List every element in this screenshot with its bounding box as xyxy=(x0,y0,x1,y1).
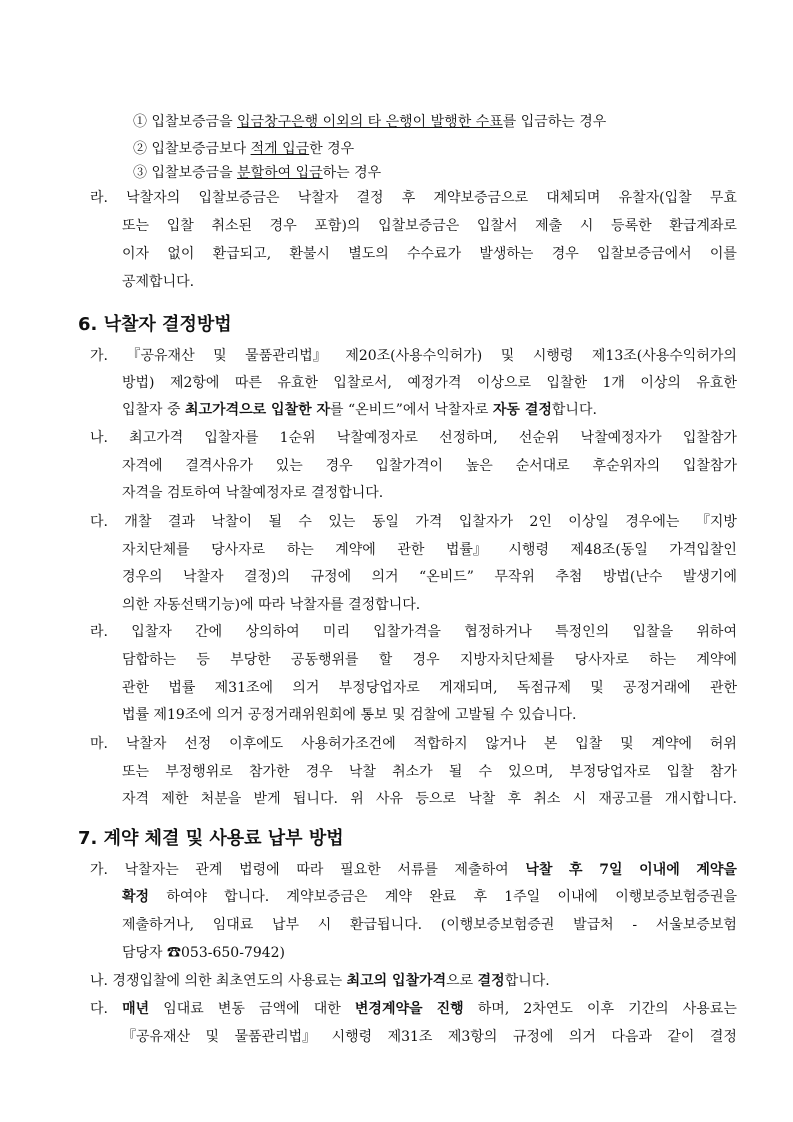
text-word: 제출하거나, xyxy=(122,917,195,933)
text-word: 이상의 xyxy=(640,375,681,391)
text-word: 의거 xyxy=(292,680,320,696)
text-word: 부정행위로 xyxy=(165,764,233,780)
text-word: 후 xyxy=(569,862,583,878)
text-word: 필요한 xyxy=(340,862,381,878)
text-word: 시 xyxy=(579,218,594,234)
text-word: 라. xyxy=(90,190,108,206)
text-line xyxy=(122,762,737,782)
text-word: 최고가격 xyxy=(129,430,184,446)
text-word: 가. xyxy=(90,348,108,364)
text-word: 사용료는 xyxy=(682,1001,737,1017)
text-word: 및 xyxy=(213,348,227,364)
text-word: 이상일 xyxy=(568,514,609,530)
text-word: 낙찰자 xyxy=(125,736,167,752)
text-word: 의거 xyxy=(371,569,399,585)
text-word: 결정 xyxy=(356,190,384,206)
text-word: 이를 xyxy=(709,246,737,262)
text-word: 1순위 xyxy=(279,430,316,446)
text-word: 선정하며, xyxy=(439,430,498,446)
text-line xyxy=(122,400,597,420)
text-word: 무효 xyxy=(709,190,737,206)
text-word: 규정에 xyxy=(310,569,352,585)
text-word: 제3항의 xyxy=(447,1029,498,1045)
text-word: 입찰참가 xyxy=(682,430,737,446)
text-run: 자격을 검토하여 낙찰예정자로 결정합니다. xyxy=(122,485,384,501)
text-word: 법령에 xyxy=(239,862,280,878)
text-word: 낙찰 xyxy=(348,764,376,780)
text-word: 계약에 xyxy=(696,652,737,668)
text-word: 및 xyxy=(500,348,515,364)
text-word: 시행령 xyxy=(508,542,549,558)
text-word: 이상으로 xyxy=(476,375,532,391)
text-line xyxy=(122,456,737,476)
text-word: 계약 xyxy=(384,889,412,905)
text-word: 이행보증보험증권을 xyxy=(615,889,737,905)
text-word: 계약에 xyxy=(335,542,376,558)
text-word: 2인 xyxy=(529,514,552,530)
text-word: 대체되며 xyxy=(546,190,601,206)
text-word: 법률 xyxy=(168,680,196,696)
text-word: 예정가격 xyxy=(407,375,462,391)
text-word: 입찰참가 xyxy=(682,458,737,474)
text-line xyxy=(133,139,354,159)
text-word: 이후 xyxy=(586,1001,614,1017)
text-word: 결정 xyxy=(709,1029,737,1045)
text-word: 있는 xyxy=(275,458,303,474)
section-heading-7 xyxy=(78,827,344,851)
text-line xyxy=(122,272,194,292)
text-line xyxy=(122,678,737,698)
text-word: 본 xyxy=(543,736,558,752)
text-word: 서울보증보험 xyxy=(655,917,737,933)
text-line xyxy=(122,1027,737,1047)
text-run: 나. 경쟁입찰에 의한 최초연도의 사용료는 xyxy=(90,973,347,989)
text-word: 경우 xyxy=(325,458,353,474)
text-line xyxy=(90,188,737,208)
text-word: 시행령 xyxy=(331,1029,373,1045)
text-word: 후 xyxy=(401,190,416,206)
text-word: 부당한 xyxy=(230,652,271,668)
text-word: 낙찰자의 xyxy=(126,190,181,206)
text-word: 및 xyxy=(205,1029,220,1045)
text-word: 될 xyxy=(448,764,463,780)
text-word: 환불시 xyxy=(289,246,330,262)
text-word: 될 xyxy=(268,514,282,530)
text-word: 하여야 xyxy=(166,889,207,905)
text-word: (이행보증보험증권 xyxy=(440,917,555,933)
text-run: 입찰자 중 xyxy=(122,402,185,418)
text-word: 협정하거나 xyxy=(464,624,532,640)
text-word: 낙찰예정자로 xyxy=(336,430,418,446)
text-run: 담당자 ☎053-650-7942) xyxy=(122,945,286,961)
text-word: 경우에는 xyxy=(625,514,680,530)
text-word: “온비드” xyxy=(419,569,474,585)
text-word: 개시합니다. xyxy=(664,791,737,807)
text-run: 하는 경우 xyxy=(322,165,382,181)
text-run: 합니다. xyxy=(551,402,597,418)
bold-text: 최고가격으로 입찰한 자 xyxy=(185,402,330,418)
text-word: 당사자로 xyxy=(574,652,629,668)
text-word: 납부 xyxy=(272,917,300,933)
text-line xyxy=(90,622,737,642)
text-word: 입찰 xyxy=(166,218,194,234)
text-word: 발급처 xyxy=(573,917,614,933)
text-run: 7. 계약 체결 및 사용료 납부 방법 xyxy=(78,828,344,849)
text-run: 합니다. xyxy=(504,973,550,989)
text-run: 의한 자동선택기능)에 따라 낙찰자를 결정합니다. xyxy=(122,597,421,613)
text-word: 공동행위를 xyxy=(290,652,359,668)
text-word: 환급되고, xyxy=(212,246,272,262)
text-word: 따른 xyxy=(234,375,262,391)
text-word: 사용허가조건에 xyxy=(301,736,396,752)
text-word: 기간의 xyxy=(628,1001,669,1017)
text-word: 제한 xyxy=(161,791,189,807)
text-word: 유찰자(입찰 xyxy=(618,190,692,206)
text-run: ③ 입찰보증금을 xyxy=(133,165,238,181)
text-line xyxy=(122,373,737,393)
text-word: 허위 xyxy=(709,736,737,752)
text-word: 나. xyxy=(90,430,108,446)
text-word: 공정거래에 xyxy=(623,680,691,696)
text-word: 낙찰예정자가 xyxy=(580,430,662,446)
text-line xyxy=(133,112,606,132)
text-word: 지방자치단체를 xyxy=(459,652,555,668)
text-line xyxy=(122,887,737,907)
text-word: 이내에 xyxy=(639,862,680,878)
text-word: 2차연도 xyxy=(523,1001,573,1017)
text-line xyxy=(133,163,381,183)
text-word: 관한 xyxy=(709,680,737,696)
text-word: 서류를 xyxy=(397,862,438,878)
text-word: 제20조(사용수익허가) xyxy=(345,348,483,364)
text-word: 자격에 xyxy=(122,458,163,474)
text-word: 입찰 xyxy=(666,764,694,780)
text-word: 위 xyxy=(350,791,364,807)
text-word: 별도의 xyxy=(348,246,389,262)
text-word: 7일 xyxy=(599,862,623,878)
text-word: 금액에 xyxy=(259,1001,300,1017)
text-word: 유효한 xyxy=(696,375,737,391)
text-run: 한 경우 xyxy=(309,141,355,157)
text-word: 참가한 xyxy=(248,764,290,780)
text-word: 경우 xyxy=(269,218,297,234)
text-word: 입찰로서, xyxy=(333,375,392,391)
text-word: 선정 xyxy=(184,736,212,752)
text-word: 따라 xyxy=(296,862,324,878)
text-word: 입찰가격이 xyxy=(375,458,444,474)
text-line xyxy=(122,216,737,236)
text-word: 『지방 xyxy=(695,514,737,530)
text-word: 같이 xyxy=(667,1029,695,1045)
text-word: 상의하여 xyxy=(245,624,300,640)
text-word: 방법(난수 xyxy=(602,569,663,585)
text-word: 시 xyxy=(317,917,332,933)
text-word: 변동 xyxy=(217,1001,245,1017)
text-word: 동일 xyxy=(371,514,399,530)
text-word: 또는 xyxy=(122,218,150,234)
text-word: 취소된 xyxy=(211,218,253,234)
text-word: 하는 xyxy=(286,542,314,558)
text-word: 취소가 xyxy=(392,764,433,780)
text-word: 가. xyxy=(90,862,108,878)
text-word: 제출하여 xyxy=(454,862,509,878)
text-word: 위하여 xyxy=(696,624,737,640)
text-word: 물품관리법』 xyxy=(245,348,327,364)
text-word: 적합하지 xyxy=(413,736,468,752)
text-word: 하는 xyxy=(649,652,677,668)
text-word: 법률』 xyxy=(445,542,487,558)
text-word: 다음과 xyxy=(611,1029,652,1045)
text-word: 부정당업자로 xyxy=(338,680,420,696)
text-line xyxy=(122,650,737,670)
text-line xyxy=(90,512,737,532)
text-word: 참가 xyxy=(709,764,737,780)
text-word: 결격사유가 xyxy=(185,458,253,474)
text-word: 있는 xyxy=(328,514,356,530)
text-line xyxy=(90,346,737,366)
text-word: 제31조에 xyxy=(214,680,274,696)
text-word: 『공유재산 xyxy=(126,348,195,364)
text-word: 임대료 xyxy=(212,917,254,933)
text-word: 재공고를 xyxy=(598,791,653,807)
text-line xyxy=(122,244,737,264)
text-word: 후순위자의 xyxy=(592,458,661,474)
text-word: 입찰자가 xyxy=(458,514,513,530)
text-word: 관계 xyxy=(195,862,223,878)
text-word: 합니다. xyxy=(224,889,270,905)
text-word: 게재되며, xyxy=(439,680,498,696)
text-word: 확정 xyxy=(122,889,150,905)
text-word: 등록한 xyxy=(611,218,652,234)
text-word: 하며, xyxy=(477,1001,510,1017)
text-run: 법률 제19조에 의거 공정거래위원회에 통보 및 검찰에 고발될 수 있습니다. xyxy=(122,707,577,723)
text-word: 후 xyxy=(507,791,522,807)
text-word: 입찰보증금에서 xyxy=(596,246,692,262)
text-word: 이자 xyxy=(122,246,150,262)
text-word: 당사자로 xyxy=(211,542,266,558)
text-word: 경우 xyxy=(551,246,579,262)
text-word: 1개 xyxy=(602,375,625,391)
text-word: 처분을 xyxy=(200,791,242,807)
text-word: 낙찰자 xyxy=(183,569,224,585)
text-word: 매년 xyxy=(122,1001,150,1017)
text-word: 입찰보증금은 xyxy=(378,218,460,234)
text-word: 이내에 xyxy=(557,889,599,905)
text-word: 경우의 xyxy=(122,569,163,585)
text-word: 시 xyxy=(572,791,587,807)
text-word: 결과 xyxy=(167,514,195,530)
text-word: 됩니다. xyxy=(292,791,338,807)
text-word: 관한 xyxy=(397,542,425,558)
underlined-text: 입금창구은행 이외의 타 은행이 발행한 수표 xyxy=(237,114,503,130)
text-line xyxy=(122,705,577,725)
text-word: 순서대로 xyxy=(515,458,570,474)
text-word: 입찰을 xyxy=(632,624,674,640)
text-word: 계약을 xyxy=(696,862,737,878)
text-word: 특정인의 xyxy=(555,624,610,640)
text-word: 발생하는 xyxy=(479,246,534,262)
text-run: 으로 xyxy=(446,973,478,989)
text-word: 등으로 xyxy=(415,791,456,807)
text-word: 수 xyxy=(298,514,312,530)
text-line xyxy=(122,540,737,560)
underlined-text: 적게 입금 xyxy=(250,141,310,157)
text-word: 관한 xyxy=(122,680,150,696)
text-run: 6. 낙찰자 결정방법 xyxy=(78,314,232,335)
text-word: 낙찰이 xyxy=(211,514,252,530)
text-word: 진행 xyxy=(436,1001,464,1017)
text-word: 시행령 xyxy=(532,348,574,364)
text-word: 부정당업자로 xyxy=(569,764,651,780)
text-word: 대한 xyxy=(313,1001,341,1017)
text-word: 제48조(동일 xyxy=(570,542,648,558)
text-word: 이후에도 xyxy=(229,736,284,752)
text-word: 사유 xyxy=(376,791,404,807)
text-word: 환급계좌로 xyxy=(669,218,737,234)
text-word: 완료 xyxy=(429,889,457,905)
text-word: 받게 xyxy=(253,791,281,807)
text-line xyxy=(90,971,550,991)
text-line xyxy=(122,789,737,809)
text-word: 결정)의 xyxy=(244,569,291,585)
text-word: 임대료 xyxy=(163,1001,204,1017)
text-word: 계약에 xyxy=(651,736,693,752)
underlined-text: 분할하여 입금 xyxy=(237,165,323,181)
text-run: ① 입찰보증금을 xyxy=(133,114,238,130)
text-word: 계약보증금은 xyxy=(286,889,368,905)
text-word: 미리 xyxy=(322,624,350,640)
text-word: 경우 xyxy=(305,764,333,780)
text-word: 입찰한 xyxy=(546,375,588,391)
text-word: 등 xyxy=(196,652,210,668)
bold-text: 결정 xyxy=(477,973,505,989)
text-word: 수 xyxy=(478,764,493,780)
text-word: 라. xyxy=(90,624,108,640)
text-word: 1주일 xyxy=(504,889,541,905)
text-line xyxy=(90,860,737,880)
text-word: 의거 xyxy=(568,1029,596,1045)
text-line xyxy=(122,567,737,587)
text-word: 자격 xyxy=(122,791,150,807)
text-word: 입찰서 xyxy=(476,218,518,234)
text-word: 발생기에 xyxy=(682,569,737,585)
text-word: 낙찰자는 xyxy=(124,862,179,878)
text-line xyxy=(122,483,383,503)
bold-text: 자동 결정 xyxy=(492,402,552,418)
text-word: 없이 xyxy=(167,246,195,262)
text-word: 유효한 xyxy=(277,375,318,391)
text-word: 가격입찰인 xyxy=(669,542,737,558)
text-run: ② 입찰보증금보다 xyxy=(133,141,251,157)
text-word: 취소 xyxy=(533,791,561,807)
text-word: 무작위 xyxy=(494,569,535,585)
text-word: 있으며, xyxy=(508,764,554,780)
text-word: 할 xyxy=(378,652,393,668)
text-word: 입찰가격을 xyxy=(373,624,441,640)
text-word: 다. xyxy=(90,1001,108,1017)
text-word: 후 xyxy=(473,889,487,905)
text-word: 가격 xyxy=(415,514,443,530)
text-word: 포함)의 xyxy=(314,218,361,234)
text-word: 경우 xyxy=(412,652,440,668)
text-word: - xyxy=(632,917,638,933)
text-word: 입찰자를 xyxy=(204,430,259,446)
text-word: 않거나 xyxy=(485,736,527,752)
text-word: 및 xyxy=(590,680,604,696)
text-word: 제13조(사용수익허가의 xyxy=(591,348,737,364)
text-word: 수수료가 xyxy=(407,246,462,262)
section-heading-6 xyxy=(78,313,232,337)
text-word: 또는 xyxy=(122,764,150,780)
text-word: 다. xyxy=(90,514,108,530)
text-line xyxy=(122,915,737,935)
text-word: 추첨 xyxy=(555,569,583,585)
text-word: 낙찰자 xyxy=(297,190,339,206)
text-word: 입찰 xyxy=(575,736,603,752)
text-word: 제출 xyxy=(535,218,563,234)
text-line xyxy=(90,999,737,1019)
text-word: 물품관리법』 xyxy=(234,1029,317,1045)
text-word: 및 xyxy=(620,736,634,752)
text-line xyxy=(122,595,420,615)
text-run: 를 입금하는 경우 xyxy=(502,114,607,130)
text-word: 환급됩니다. xyxy=(350,917,423,933)
text-line xyxy=(122,943,285,963)
bold-text: 최고의 입찰가격 xyxy=(346,973,447,989)
text-word: 자치단체를 xyxy=(122,542,190,558)
text-word: 변경계약을 xyxy=(354,1001,423,1017)
text-word: 제2항에 xyxy=(169,375,220,391)
text-word: 선순위 xyxy=(518,430,560,446)
text-word: 계약보증금으로 xyxy=(433,190,529,206)
text-word: 독점규제 xyxy=(516,680,571,696)
text-run: 공제합니다. xyxy=(122,274,195,290)
text-word: 방법) xyxy=(122,375,155,391)
text-word: 담합하는 xyxy=(122,652,177,668)
text-word: 입찰자 xyxy=(131,624,172,640)
text-word: 간에 xyxy=(195,624,223,640)
text-line xyxy=(90,734,737,754)
text-word: 높은 xyxy=(465,458,493,474)
text-word: 마. xyxy=(90,736,108,752)
text-word: 낙찰 xyxy=(468,791,496,807)
text-word: 개찰 xyxy=(124,514,152,530)
text-word: 제31조 xyxy=(387,1029,433,1045)
text-run: 를 “온비드”에서 낙찰자로 xyxy=(330,402,493,418)
text-word: 규정에 xyxy=(512,1029,554,1045)
text-word: 낙찰 xyxy=(525,862,553,878)
text-line xyxy=(90,428,737,448)
text-word: 『공유재산 xyxy=(122,1029,191,1045)
text-word: 입찰보증금은 xyxy=(198,190,280,206)
